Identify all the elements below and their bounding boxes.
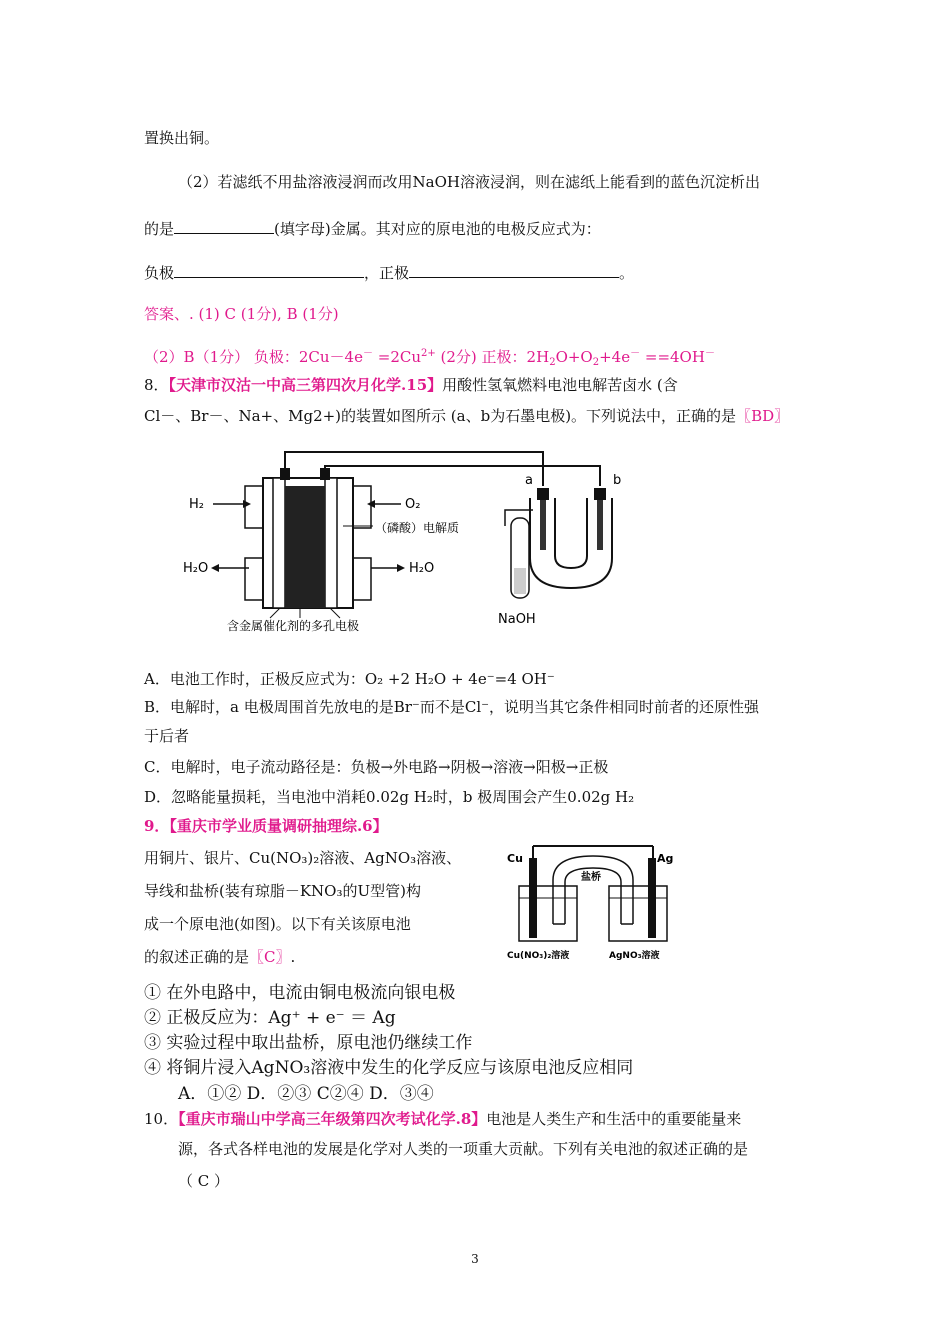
question-number: 8． xyxy=(144,376,169,394)
text-fragment: （2）B（1分） 负极：2Cu－4e xyxy=(144,348,363,366)
option-c: C．电解时，电子流动路径是：负极→外电路→阴极→溶液→阳极→正极 xyxy=(144,758,609,776)
question-answer: 〖BD〗 xyxy=(736,407,790,425)
text-fragment: ，正极 xyxy=(364,264,410,282)
text-line: 置换出铜。 xyxy=(144,129,220,147)
answer-blank[interactable] xyxy=(409,263,619,278)
answer-line: 答案、. (1) C (1分), B (1分) xyxy=(144,305,339,323)
electrode-label: 含金属催化剂的多孔电极 xyxy=(227,619,360,633)
electrode-a-label: a xyxy=(525,473,533,488)
question-text: 成一个原电池(如图)。以下有关该原电池 xyxy=(144,915,411,933)
electrolyte-label: （磷酸）电解质 xyxy=(375,521,460,535)
text-fragment: 负极 xyxy=(144,264,175,282)
text-fragment: 2 xyxy=(549,357,556,368)
option-a: A．电池工作时，正极反应式为：O₂ +2 H₂O + 4e⁻=4 OH⁻ xyxy=(144,670,555,688)
text-fragment: +4e xyxy=(599,348,631,366)
option-d: D．忽略能量损耗，当电池中消耗0.02g H₂时，b 极周围会产生0.02g H₂ xyxy=(144,788,635,806)
text-fragment: 的叙述正确的是 xyxy=(144,948,250,966)
ag-label: Ag xyxy=(657,852,674,865)
h2o-left-label: H₂O xyxy=(183,561,209,576)
question-text: 导线和盐桥(装有琼脂－KNO₃的U型管)构 xyxy=(144,882,421,900)
text-line: （2）若滤纸不用盐溶液浸润而改用NaOH溶液浸润，则在滤纸上能看到的蓝色沉淀析出 xyxy=(178,173,760,191)
option-b: B．电解时，a 电极周围首先放电的是Br⁻而不是Cl⁻，说明当其它条件相同时前者的还原性强 xyxy=(144,698,760,716)
question-text xyxy=(144,946,295,967)
text-fragment: 。 xyxy=(619,264,635,282)
text-line xyxy=(144,262,634,283)
question-8-header xyxy=(144,374,678,395)
salt-bridge-cell-diagram xyxy=(505,838,685,968)
text-fragment: =2Cu xyxy=(372,348,422,366)
h2o-right-label: H₂O xyxy=(409,561,435,576)
question-text: （ C ） xyxy=(178,1172,230,1190)
text-fragment: ==4OH xyxy=(640,348,705,366)
fuel-cell-electrolysis-diagram xyxy=(175,438,635,638)
question-9-header: 9．【重庆市学业质量调研抽理综.6】 xyxy=(144,817,388,835)
page-number: 3 xyxy=(471,1252,479,1266)
answer-options: A．①② D．②③ C②④ D．③④ xyxy=(178,1084,434,1104)
text-fragment: (2分) 正极：2H xyxy=(435,348,550,366)
question-number: 10． xyxy=(144,1110,179,1128)
electrode-b-label: b xyxy=(613,473,622,488)
answer-blank[interactable] xyxy=(174,263,364,278)
text-fragment: － xyxy=(704,348,715,359)
question-text: 用铜片、银片、Cu(NO₃)₂溶液、AgNO₃溶液、 xyxy=(144,849,462,867)
text-fragment: － xyxy=(630,348,641,359)
o2-label: O₂ xyxy=(405,497,421,512)
question-text: 电池是人类生产和生活中的重要能量来 xyxy=(486,1110,742,1128)
question-8-text xyxy=(144,405,789,426)
text-fragment: . xyxy=(290,948,296,966)
option-b-continued: 于后者 xyxy=(144,727,190,745)
text-fragment: 2 xyxy=(592,357,600,368)
statement-2: ② 正极反应为：Ag⁺ + e⁻ ＝ Ag xyxy=(144,1008,396,1028)
cu-label: Cu xyxy=(507,852,523,865)
text-fragment: 2+ xyxy=(421,348,436,359)
question-text: 源，各式各样电池的发展是化学对人类的一项重大贡献。下列有关电池的叙述正确的是 xyxy=(178,1140,749,1158)
text-line xyxy=(144,218,601,239)
question-10-header xyxy=(144,1108,741,1129)
statement-3: ③ 实验过程中取出盐桥，原电池仍继续工作 xyxy=(144,1033,473,1053)
text-fragment: 的是 xyxy=(144,220,175,238)
question-text: Cl－、Br－、Na+、Mg2+)的装置如图所示 (a、b为石墨电极)。下列说法中，正确的是 xyxy=(144,407,737,425)
question-source: 【天津市汉沽一中高三第四次月化学.15】 xyxy=(168,376,443,394)
naoh-label: NaOH xyxy=(498,612,536,627)
question-source: 【重庆市瑞山中学高三年级第四次考试化学.8】 xyxy=(178,1110,487,1128)
statement-1: ① 在外电路中，电流由铜电极流向银电极 xyxy=(144,983,456,1003)
left-solution-label: Cu(NO₃)₂溶液 xyxy=(507,951,570,961)
h2-label: H₂ xyxy=(189,497,204,512)
answer-blank[interactable] xyxy=(174,219,274,234)
statement-4: ④ 将铜片浸入AgNO₃溶液中发生的化学反应与该原电池反应相同 xyxy=(144,1058,634,1078)
text-fragment: (填字母)金属。其对应的原电池的电极反应式为： xyxy=(274,220,601,238)
right-solution-label: AgNO₃溶液 xyxy=(609,951,660,961)
question-text: 用酸性氢氧燃料电池电解苦卤水 (含 xyxy=(442,376,678,394)
question-answer: 〖C〗 xyxy=(249,948,291,966)
text-fragment: O+O xyxy=(555,348,593,366)
salt-bridge-label: 盐桥 xyxy=(581,872,601,883)
text-fragment: － xyxy=(362,348,373,359)
answer-line xyxy=(144,344,715,368)
